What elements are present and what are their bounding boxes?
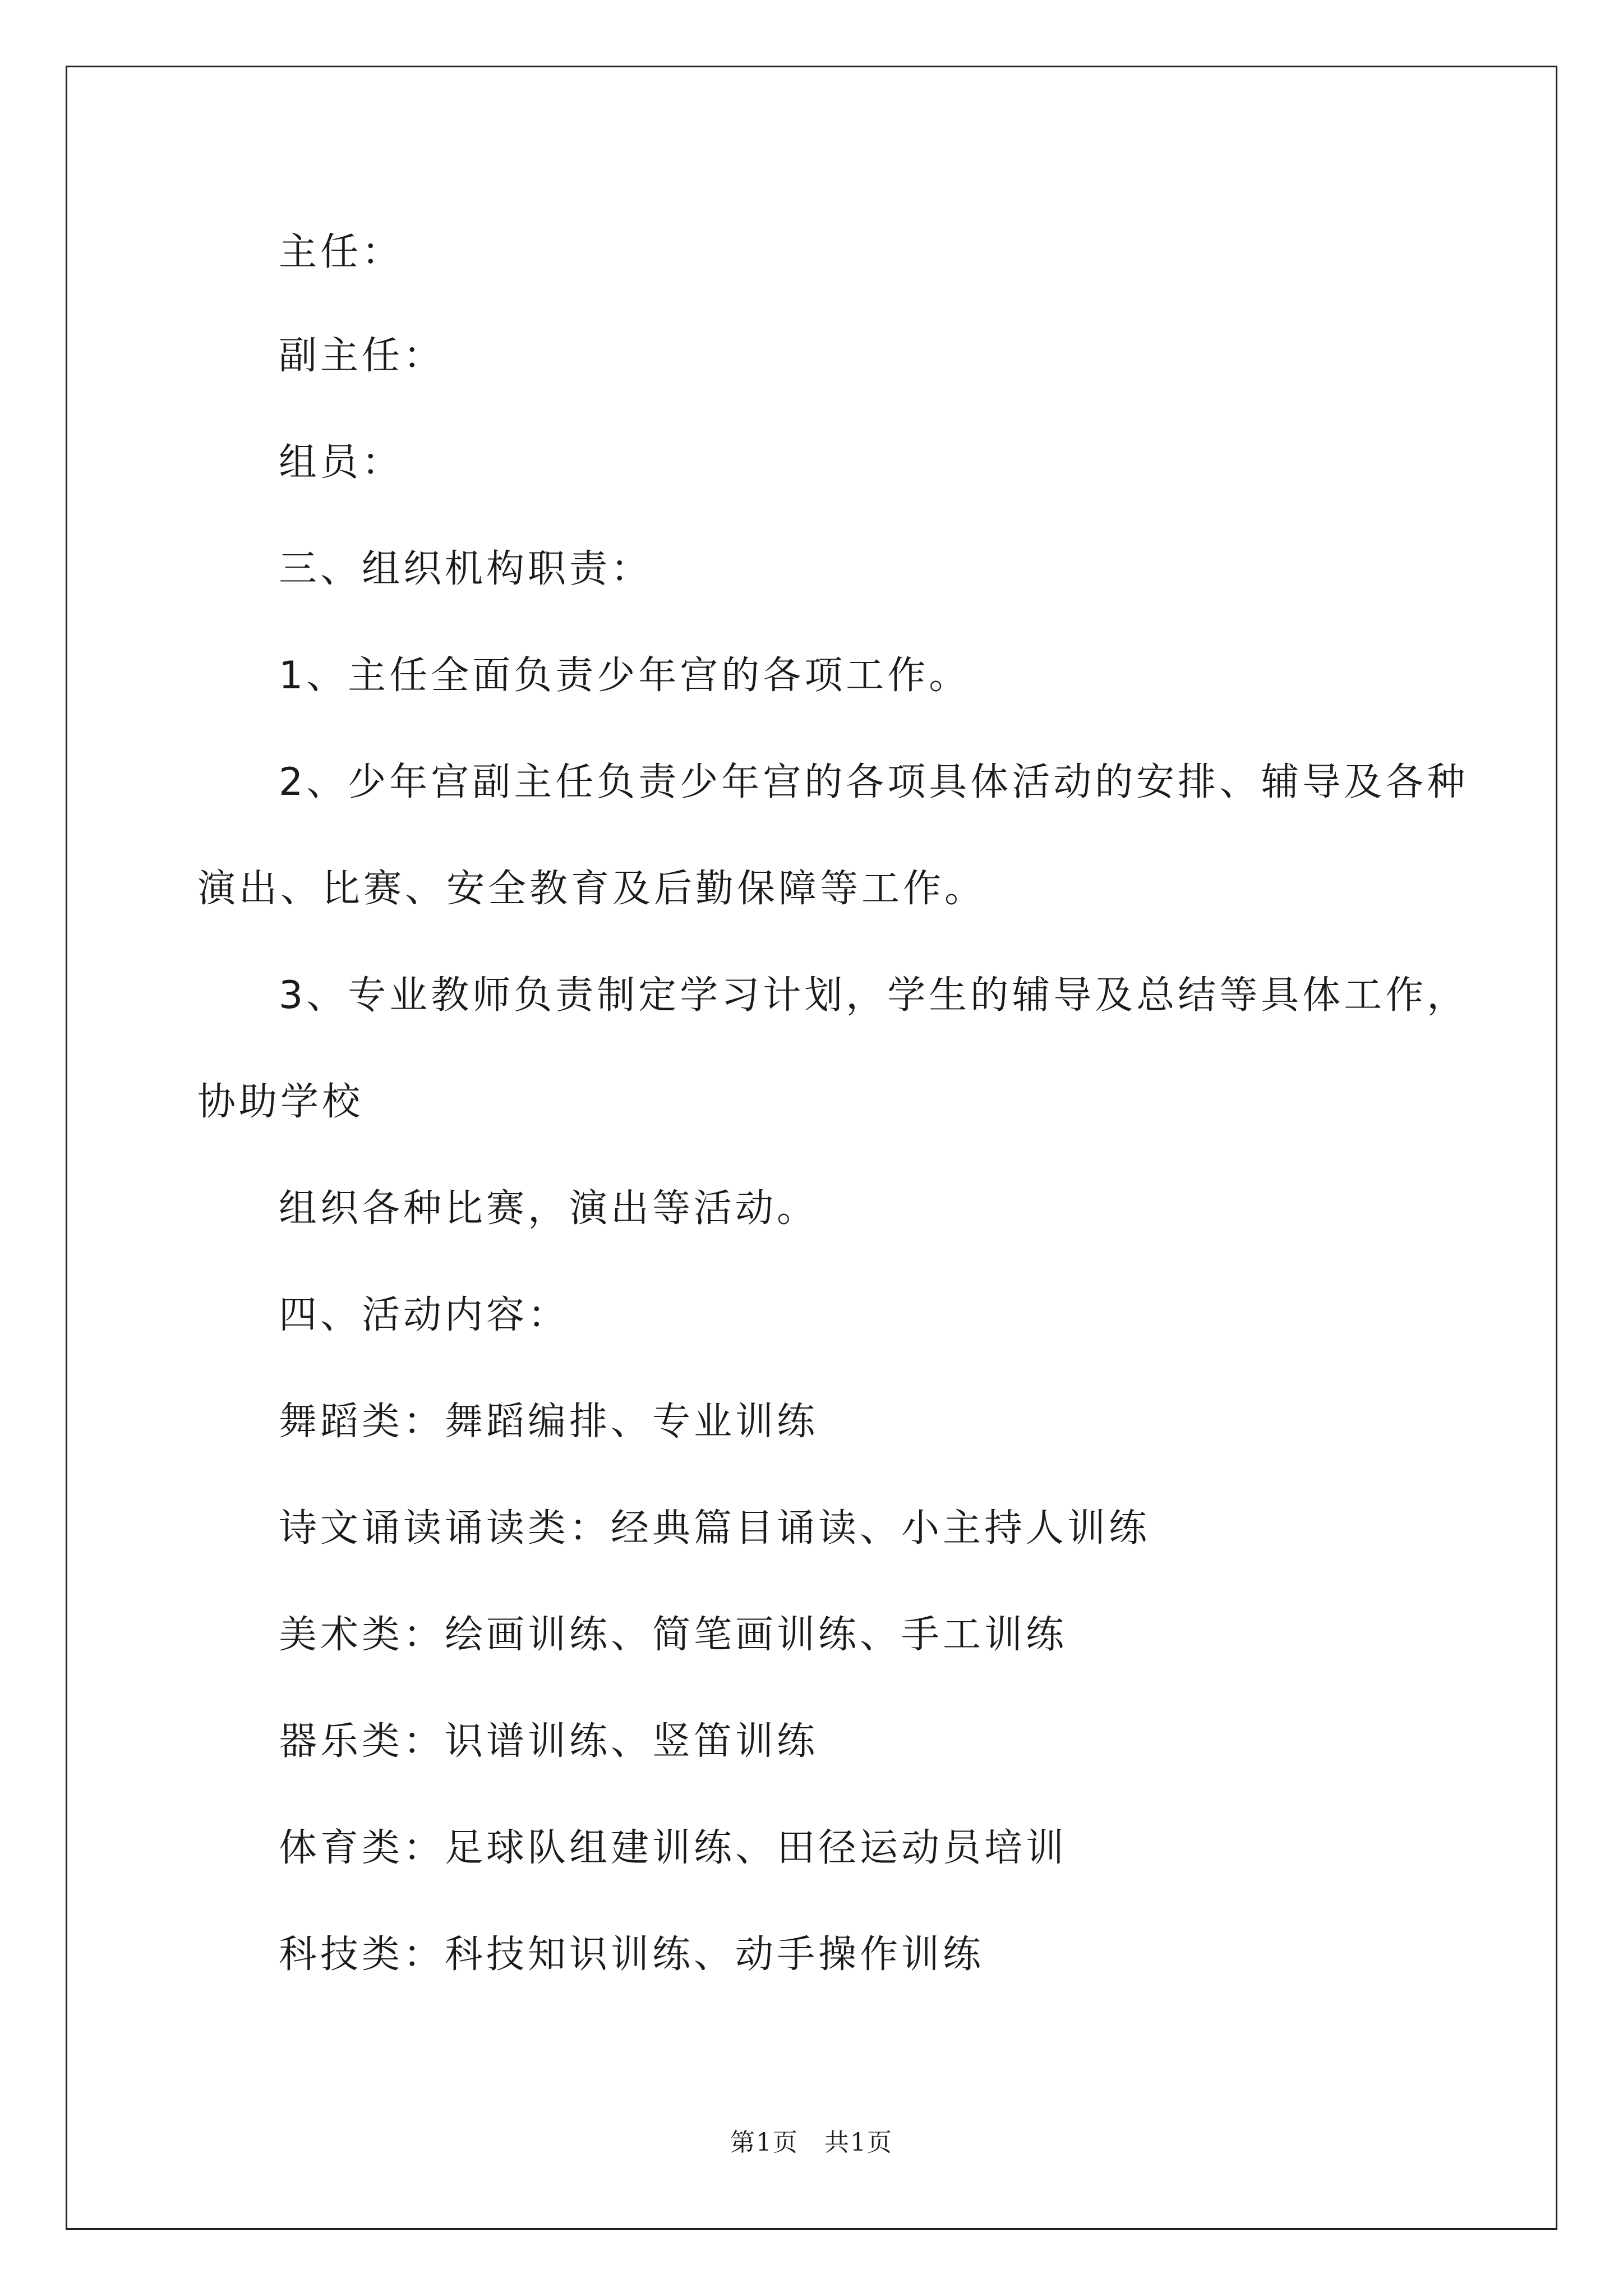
- text-line-duty-3-cont-2: 组织各种比赛，演出等活动。: [279, 1186, 819, 1231]
- section-heading-duties: 三、组织机构职责：: [279, 547, 653, 591]
- section-heading-activities: 四、活动内容：: [279, 1293, 570, 1337]
- text-line-duty-2: 2、少年宫副主任负责少年宫的各项具体活动的安排、辅导及各种: [279, 760, 1469, 804]
- page-border: [66, 66, 1557, 2230]
- activity-art: 美术类：绘画训练、简笔画训练、手工训练: [279, 1613, 1068, 1657]
- text-line-deputy-director: 副主任：: [279, 334, 445, 378]
- page-footer: 第1页 共1页: [730, 2128, 893, 2157]
- text-line-duty-3: 3、专业教师负责制定学习计划，学生的辅导及总结等具体工作，: [279, 973, 1469, 1018]
- text-line-duty-3-cont: 协助学校: [197, 1080, 364, 1124]
- text-line-members: 组员：: [279, 440, 404, 485]
- activity-technology: 科技类：科技知识训练、动手操作训练: [279, 1932, 985, 1977]
- activity-recitation: 诗文诵读诵读类：经典篇目诵读、小主持人训练: [279, 1506, 1151, 1550]
- text-line-duty-2-cont: 演出、比赛、安全教育及后勤保障等工作。: [197, 867, 986, 911]
- activity-sports: 体育类：足球队组建训练、田径运动员培训: [279, 1826, 1068, 1870]
- activity-instruments: 器乐类：识谱训练、竖笛训练: [279, 1719, 819, 1764]
- text-line-director: 主任：: [279, 230, 404, 274]
- activity-dance: 舞蹈类：舞蹈编排、专业训练: [279, 1400, 819, 1444]
- text-line-duty-1: 1、主任全面负责少年宫的各项工作。: [279, 654, 971, 698]
